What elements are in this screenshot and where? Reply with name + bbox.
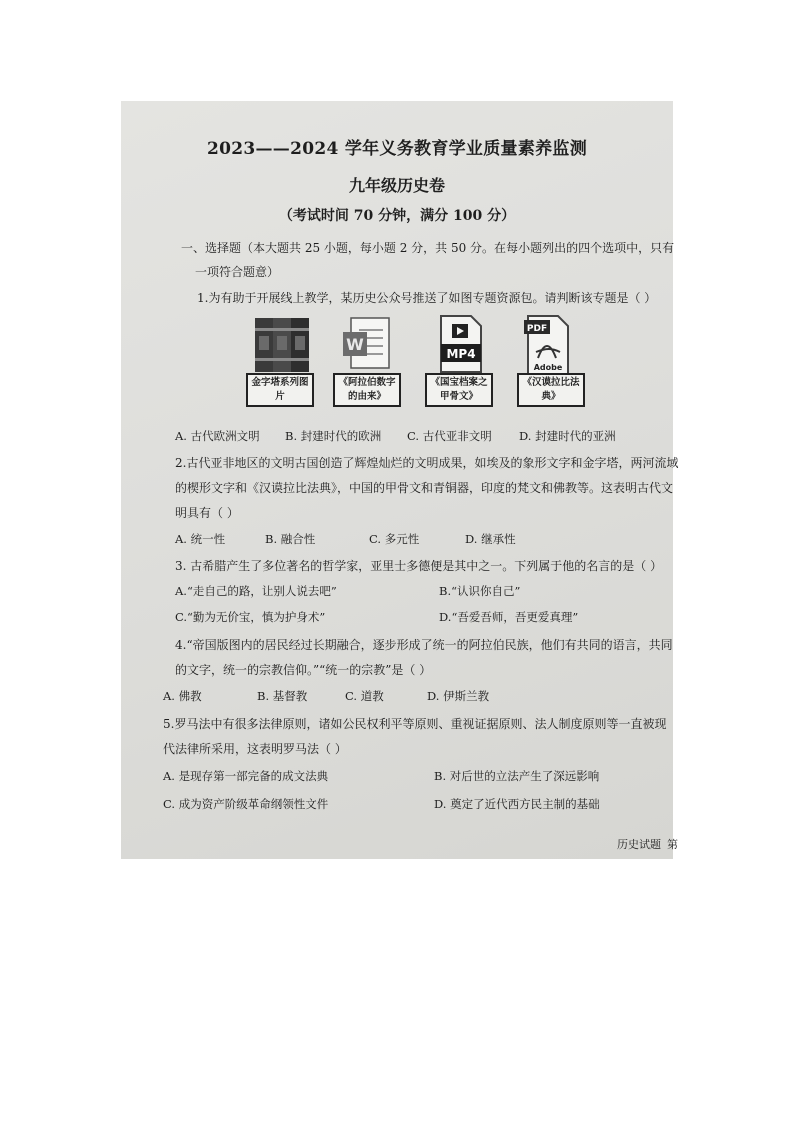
pdf-badge: PDF: [526, 324, 548, 334]
q2-option-a: A. 统一性: [175, 532, 226, 546]
section-instruction-line2: 一项符合题意）: [195, 265, 280, 279]
question-4-line2: 的文字，统一的宗教信仰。”“统一的宗教”是（ ）: [175, 663, 432, 677]
q1-option-d: D. 封建时代的亚洲: [519, 429, 616, 443]
resource-caption-3: 《国宝档案之甲骨文》: [425, 373, 493, 407]
question-5-line1: 5.罗马法中有很多法律原则，诸如公民权利平等原则、重视证据原则、法人制度原则等一直被现: [163, 717, 667, 731]
exam-time-note: （考试时间 70 分钟，满分 100 分）: [278, 208, 516, 224]
q3-option-a: A.“走自己的路，让别人说去吧”: [175, 584, 337, 598]
section-instruction-line1: 一、选择题（本大题共 25 小题，每小题 2 分，共 50 分。在每小题列出的四个选项中，只有: [181, 241, 675, 255]
question-2-line2: 的楔形文字和《汉谟拉比法典》，中国的甲骨文和青铜器，印度的梵文和佛教等。这表明古代文: [175, 481, 674, 495]
mp4-badge: MP4: [446, 347, 476, 361]
q4-option-b: B. 基督教: [257, 689, 308, 703]
resource-caption-4: 《汉谟拉比法典》: [517, 373, 585, 407]
q4-option-c: C. 道教: [345, 689, 384, 703]
q1-option-c: C. 古代亚非文明: [407, 429, 492, 443]
resource-caption-2: 《阿拉伯数字的由来》: [333, 373, 401, 407]
q5-option-a: A. 是现存第一部完备的成文法典: [163, 769, 329, 783]
q2-option-c: C. 多元性: [369, 532, 420, 546]
q3-option-c: C.“勤为无价宝，慎为护身术”: [175, 610, 326, 624]
q1-option-a: A. 古代欧洲文明: [175, 429, 260, 443]
question-2-line3: 明具有（ ）: [175, 506, 239, 520]
question-4-line1: 4.“帝国版图内的居民经过长期融合，逐步形成了统一的阿拉伯民族，他们有共同的语言，共同: [175, 638, 673, 652]
q3-option-d: D.“吾爱吾师，吾更爱真理”: [439, 610, 579, 624]
q5-option-c: C. 成为资产阶级革命纲领性文件: [163, 797, 329, 811]
question-1-stem: 1.为有助于开展线上教学，某历史公众号推送了如图专题资源包。请判断该专题是（ ）: [197, 291, 657, 305]
books-icon: [253, 314, 313, 374]
q1-option-b: B. 封建时代的欧洲: [285, 429, 382, 443]
adobe-brand-text: Adobe: [533, 363, 563, 372]
resource-caption-1: 金字塔系列图片: [246, 373, 314, 407]
footer-label: 历史试题: [617, 838, 661, 851]
q2-option-b: B. 融合性: [265, 532, 316, 546]
question-3-stem: 3. 古希腊产生了多位著名的哲学家，亚里士多德便是其中之一。下列属于他的名言的是（ ）: [175, 559, 663, 573]
question-2-line1: 2.古代亚非地区的文明古国创造了辉煌灿烂的文明成果，如埃及的象形文字和金字塔，两河流域: [175, 456, 679, 470]
footer-page-fragment: 第: [667, 838, 678, 851]
q3-option-b: B.“认识你自己”: [439, 584, 521, 598]
mp4-file-icon: [437, 314, 485, 374]
q4-option-a: A. 佛教: [163, 689, 202, 703]
pdf-file-icon: [522, 314, 572, 376]
q5-option-b: B. 对后世的立法产生了深远影响: [434, 769, 600, 783]
q4-option-d: D. 伊斯兰教: [427, 689, 490, 703]
q5-option-d: D. 奠定了近代西方民主制的基础: [434, 797, 600, 811]
question-5-line2: 代法律所采用，这表明罗马法（ ）: [163, 742, 347, 756]
svg-text:W: W: [346, 335, 364, 354]
exam-title: 2023——2024 学年义务教育学业质量素养监测: [206, 139, 588, 159]
exam-subtitle: 九年级历史卷: [348, 176, 445, 195]
word-document-icon: [339, 316, 395, 372]
q2-option-d: D. 继承性: [465, 532, 516, 546]
exam-paper-photo: [121, 101, 679, 859]
